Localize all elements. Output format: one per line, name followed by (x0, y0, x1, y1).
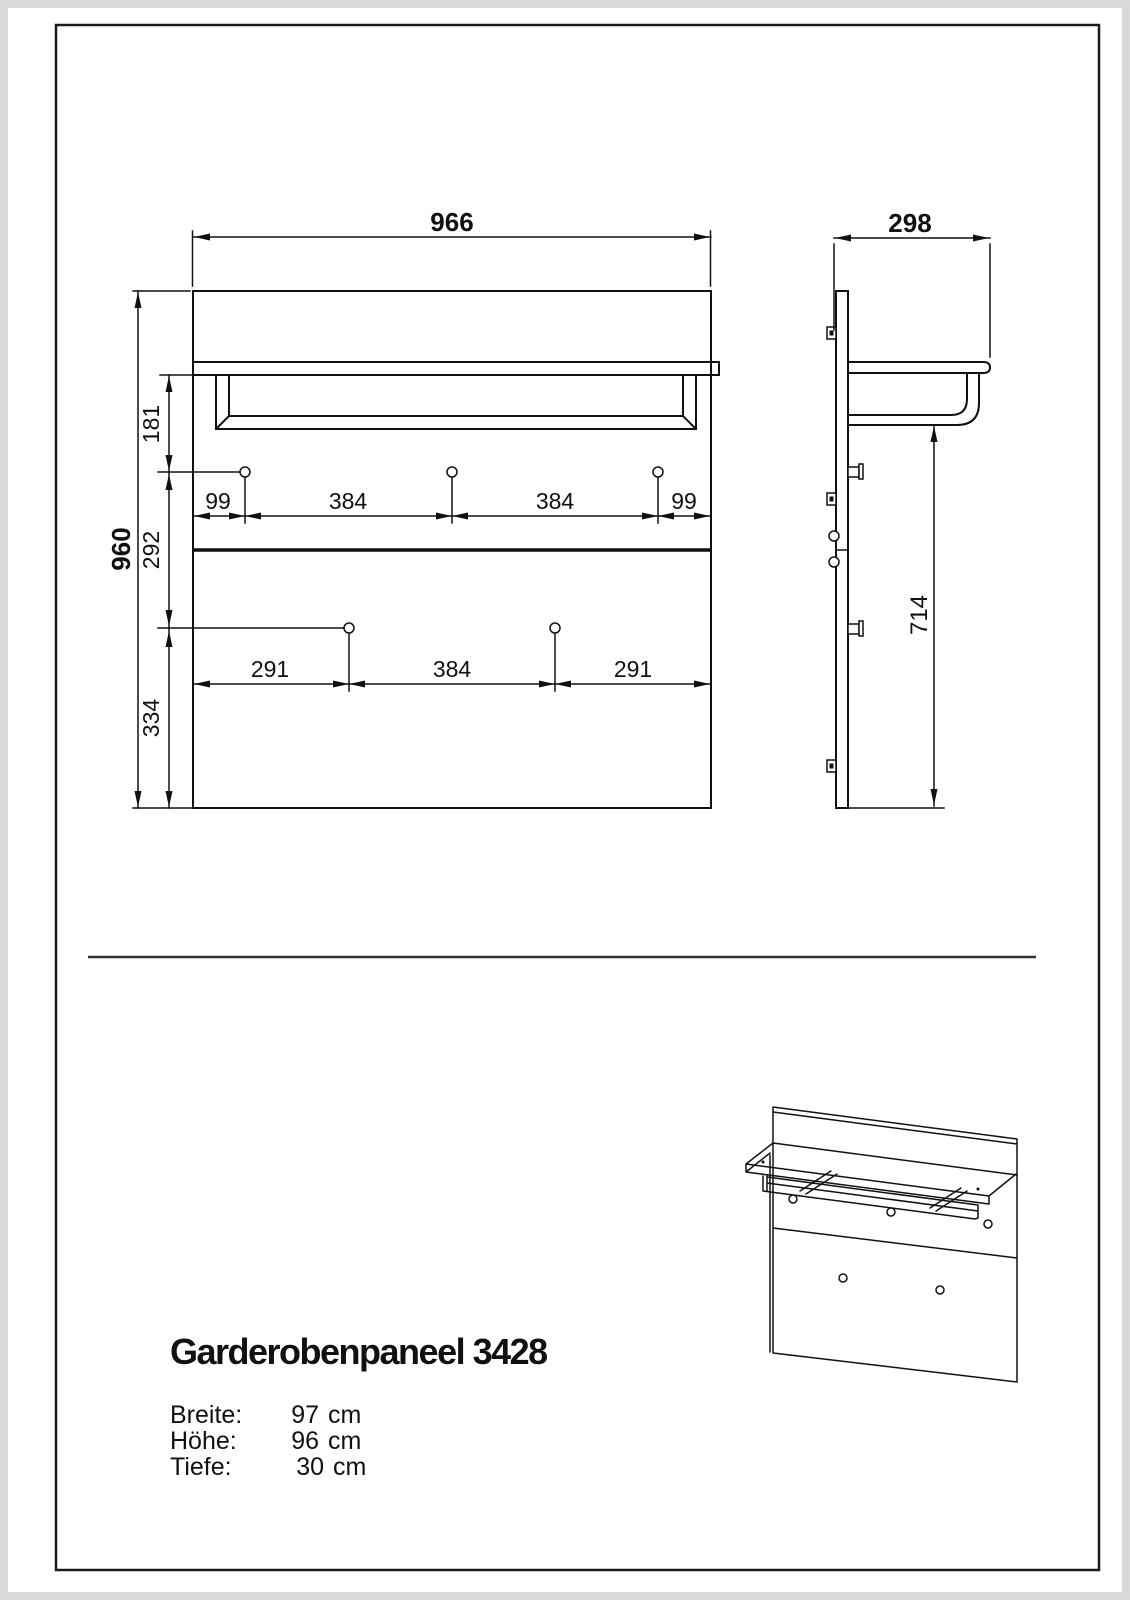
wall-bracket-bottom-screw (830, 764, 834, 769)
hook-row2-circle-1 (344, 623, 354, 633)
dim-row1-1: 99 (205, 488, 231, 514)
hook-row1-circle-1 (240, 467, 250, 477)
hook-row2-circle-2 (550, 623, 560, 633)
side-peg-row2 (848, 624, 859, 634)
dim-row1-4: 99 (671, 488, 697, 514)
spec-unit-tiefe: cm (333, 1453, 367, 1481)
spec-value-hoehe: 96 (291, 1427, 319, 1455)
dim-row1-3: 384 (535, 488, 575, 514)
side-peg-row1 (848, 467, 859, 477)
keyhole-fitting-1 (829, 531, 839, 541)
wall-bracket-mid-screw (830, 497, 834, 502)
iso-screw-dot-left (762, 1161, 765, 1164)
dim-chain-top: 181 (138, 404, 164, 444)
product-title: Garderobenpaneel 3428 (170, 1331, 547, 1372)
side-peg-row1-cap (859, 464, 863, 479)
dim-row1-2: 384 (328, 488, 368, 514)
dim-chain-mid: 292 (138, 530, 164, 570)
iso-hook-3 (984, 1220, 992, 1228)
dim-chain-bottom: 334 (138, 698, 164, 738)
iso-hook-1 (789, 1195, 797, 1203)
dim-rail-height: 714 (906, 594, 933, 636)
spec-label-tiefe: Tiefe: (170, 1453, 232, 1481)
spec-unit-hoehe: cm (328, 1427, 362, 1455)
iso-hook-5 (936, 1286, 944, 1294)
dim-row2-1: 291 (250, 656, 290, 682)
iso-screw-dot-right (977, 1188, 980, 1191)
side-peg-row2-cap (859, 621, 863, 636)
dim-overall-height: 960 (106, 527, 136, 571)
dim-depth: 298 (888, 208, 932, 238)
dim-row2-2: 384 (432, 656, 472, 682)
iso-hook-2 (887, 1208, 895, 1216)
spec-label-breite: Breite: (170, 1401, 243, 1429)
dim-overall-width: 966 (430, 207, 474, 237)
iso-hook-4 (839, 1274, 847, 1282)
wall-bracket-top-screw (830, 331, 834, 336)
keyhole-fitting-2 (829, 557, 839, 567)
hook-row1-circle-3 (653, 467, 663, 477)
spec-value-breite: 97 (291, 1401, 319, 1429)
hook-row1-circle-2 (447, 467, 457, 477)
spec-unit-breite: cm (328, 1401, 362, 1429)
spec-label-hoehe: Höhe: (170, 1427, 237, 1455)
spec-value-tiefe: 30 (296, 1453, 324, 1481)
dim-row2-3: 291 (613, 656, 653, 682)
